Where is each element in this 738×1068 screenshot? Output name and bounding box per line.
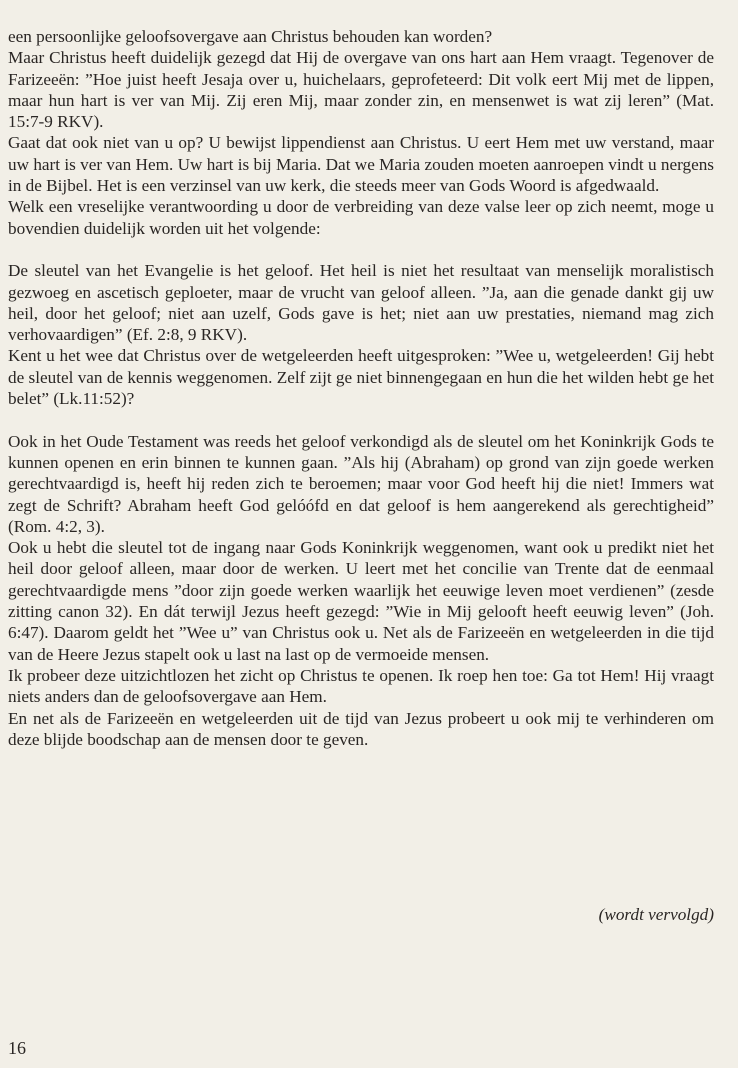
paragraph: Ook u hebt die sleutel tot de ingang naar Gods Koninkrijk weggenomen, want ook u predikt niet het heil door geloof alleen, maar door de werken. U leert met het concilie van Trente dat de eenmaal gerechtvaardigde mens ”door zijn goede werken waarlijk het eeuwige leven moet verdienen” (zesde zitting canon 32). En dát terwijl Jezus heeft gezegd: ”Wie in Mij gelooft heeft eeuwig leven” (Joh. 6:47). Daarom geldt het ”Wee u” van Christus ook u. Net als de Farizeeën en wetgeleerden in die tijd van de Heere Jezus stapelt ook u last na last op de vermoeide mensen. xyxy=(8,538,714,664)
paragraph-gap xyxy=(8,409,714,430)
paragraph: Ik probeer deze uitzichtlozen het zicht op Christus te openen. Ik roep hen toe: Ga tot Hem! Hij vraagt niets anders dan de geloofsovergave aan Hem. xyxy=(8,665,714,707)
paragraph-gap xyxy=(8,239,714,260)
page-body xyxy=(8,26,714,750)
continued-note: (wordt vervolgd) xyxy=(598,905,714,924)
page-number: 16 xyxy=(8,1038,26,1058)
paragraph: een persoonlijke geloofsovergave aan Christus behouden kan worden? xyxy=(8,27,493,46)
paragraph: Ook in het Oude Testament was reeds het geloof verkondigd als de sleutel om het Koninkrijk Gods te kunnen openen en erin binnen te kunnen gaan. ”Als hij (Abraham) op grond van zijn goede werken gerechtvaardigd is, heeft hij reden zich te beroemen; maar voor God heeft hij die niet! Immers wat zegt de Schrift? Abraham heeft God gelóófd en dat geloof is hem aangerekend als gerechtigheid” (Rom. 4:2, 3). xyxy=(8,431,714,536)
paragraph: De sleutel van het Evangelie is het geloof. Het heil is niet het resultaat van menselijk moralistisch gezwoeg en ascetisch geploeter, maar de vrucht van geloof alleen. ”Ja, aan die genade dankt gij uw heil, door het geloof; niet aan uzelf, Gods gave is het; niet aan uw prestaties, niemand mag zich verhovaardigen” (Ef. 2:8, 9 RKV). xyxy=(8,261,714,345)
paragraph: Gaat dat ook niet van u op? U bewijst lippendienst aan Christus. U eert Hem met uw verstand, maar uw hart is ver van Hem. Uw hart is bij Maria. Dat we Maria zouden moeten aanroepen vindt u nergens in de Bijbel. Het is een verzinsel van uw kerk, die steeds meer van Gods Woord is afgedwaald. xyxy=(8,133,714,196)
paragraph: En net als de Farizeeën en wetgeleerden uit de tijd van Jezus probeert u ook mij te verhinderen om deze blijde boodschap aan de mensen door te geven. xyxy=(8,708,714,749)
paragraph: Welk een vreselijke verantwoording u door de verbreiding van deze valse leer op zich neemt, moge u bovendien duidelijk worden uit het volgende: xyxy=(8,197,714,238)
paragraph: Maar Christus heeft duidelijk gezegd dat Hij de overgave van ons hart aan Hem vraagt. Tegenover de Farizeeën: ”Hoe juist heeft Jesaja over u, huichelaars, geprofeteerd: Dit volk eert Mij met de lippen, maar hun hart is ver van Mij. Zij eren Mij, maar zonder zin, en mensenwet is wat zij leren” (Mat. 15:7-9 RKV). xyxy=(8,48,714,132)
paragraph: Kent u het wee dat Christus over de wetgeleerden heeft uitgesproken: ”Wee u, wetgeleerden! Gij hebt de sleutel van de kennis weggenomen. Zelf zijt ge niet binnengegaan en hun die het wilden hebt ge het belet” (Lk.11:52)? xyxy=(8,346,714,409)
